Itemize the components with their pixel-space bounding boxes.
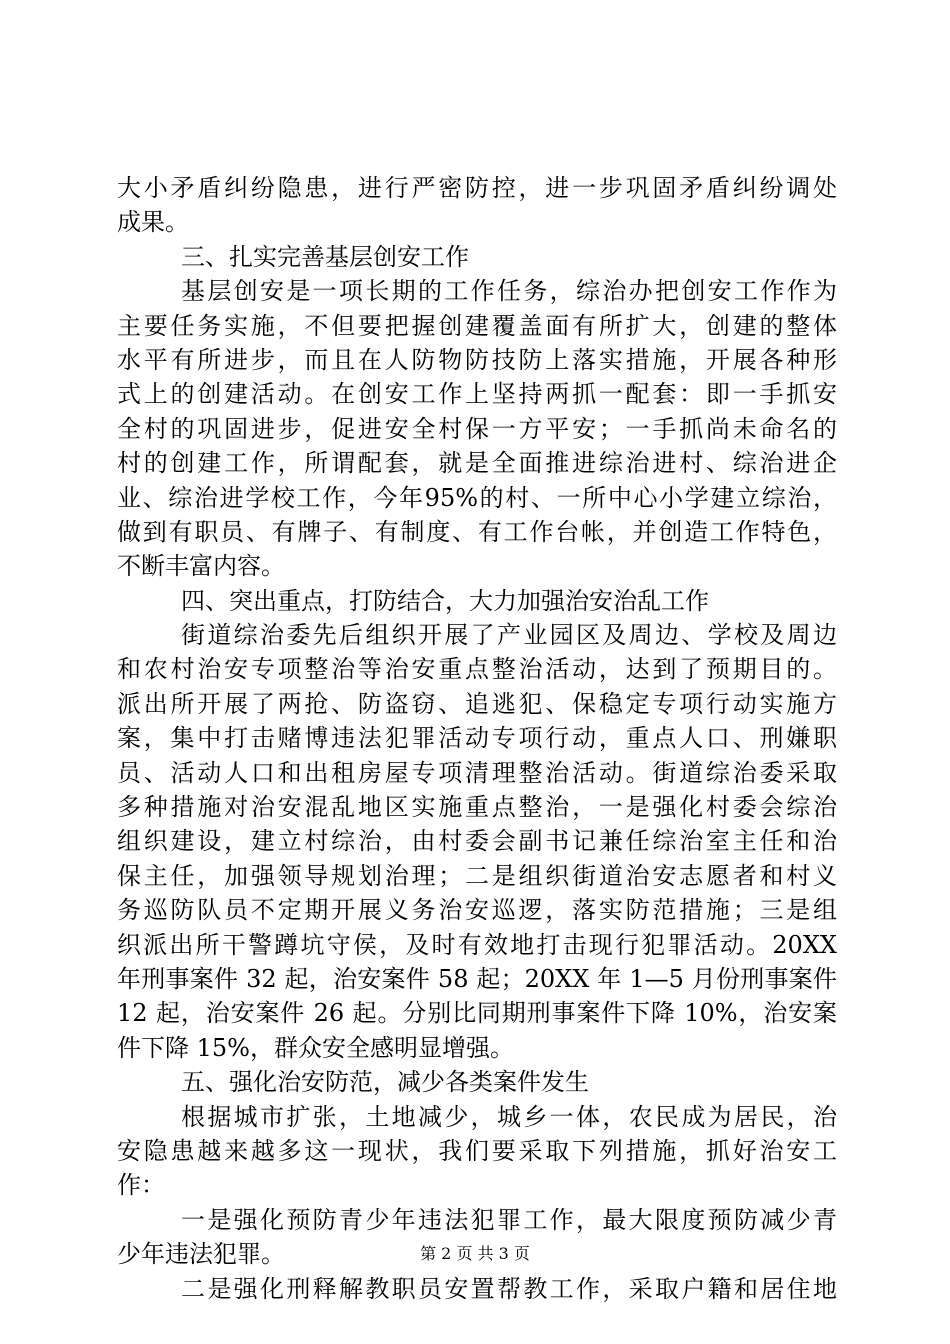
text-line: 派出所开展了两抢、防盗窃、追逃犯、保稳定专项行动实施方 xyxy=(117,689,837,718)
text-line: 根据城市扩张，土地减少，城乡一体，农民成为居民，治 xyxy=(181,1102,837,1131)
text-line: 三、扎实完善基层创安工作 xyxy=(181,242,469,271)
text-line: 式上的创建活动。在创安工作上坚持两抓一配套：即一手抓安 xyxy=(117,380,837,409)
text-line: 二是强化刑释解教职员安置帮教工作，采取户籍和居住地 xyxy=(181,1274,837,1303)
text-line: 务巡防队员不定期开展义务治安巡逻，落实防范措施；三是组 xyxy=(117,896,837,925)
text-line: 四、突出重点，打防结合，大力加强治安治乱工作 xyxy=(181,586,709,615)
text-line: 保主任，加强领导规划治理；二是组织街道治安志愿者和村义 xyxy=(117,861,837,890)
text-line: 成果。 xyxy=(117,208,189,237)
text-line: 做到有职员、有牌子、有制度、有工作台帐，并创造工作特色， xyxy=(117,517,837,546)
text-line: 基层创安是一项长期的工作任务，综治办把创安工作作为 xyxy=(181,277,837,306)
text-line: 主要任务实施，不但要把握创建覆盖面有所扩大，创建的整体 xyxy=(117,311,837,340)
text-line: 街道综治委先后组织开展了产业园区及周边、学校及周边 xyxy=(181,621,837,650)
text-line: 案，集中打击赌博违法犯罪活动专项行动，重点人口、刑嫌职 xyxy=(117,724,837,753)
text-line: 作： xyxy=(117,1171,165,1200)
text-line: 大小矛盾纠纷隐患，进行严密防控，进一步巩固矛盾纠纷调处 xyxy=(117,174,837,202)
text-line: 少年违法犯罪。 xyxy=(117,1240,285,1269)
text-line: 五、强化治安防范，减少各类案件发生 xyxy=(181,1068,589,1097)
text-line: 业、综治进学校工作，今年95%的村、一所中心小学建立综治， xyxy=(117,483,837,512)
text-line: 件下降 15%，群众安全感明显增强。 xyxy=(117,1033,514,1062)
text-line: 一是强化预防青少年违法犯罪工作，最大限度预防减少青 xyxy=(181,1205,837,1234)
document-body xyxy=(117,171,837,1306)
text-line: 安隐患越来越多这一现状，我们要采取下列措施，抓好治安工 xyxy=(117,1136,837,1165)
text-line: 多种措施对治安混乱地区实施重点整治，一是强化村委会综治 xyxy=(117,793,837,822)
text-line: 12 起，治安案件 26 起。分别比同期刑事案件下降 10%，治安案 xyxy=(117,999,837,1028)
text-line: 员、活动人口和出租房屋专项清理整治活动。街道综治委采取 xyxy=(117,758,837,787)
text-line: 织派出所干警蹲坑守侯，及时有效地打击现行犯罪活动。20XX xyxy=(117,930,837,959)
page-footer: 第 2 页 共 3 页 xyxy=(420,1244,530,1263)
text-line: 不断丰富内容。 xyxy=(117,552,285,581)
text-line: 组织建设，建立村综治，由村委会副书记兼任综治室主任和治 xyxy=(117,827,837,856)
text-line: 年刑事案件 32 起，治安案件 58 起；20XX 年 1—5 月份刑事案件 xyxy=(117,964,837,993)
text-line: 和农村治安专项整治等治安重点整治活动，达到了预期目的。 xyxy=(117,655,837,684)
text-line: 水平有所进步，而且在人防物防技防上落实措施，开展各种形 xyxy=(117,345,837,374)
text-line: 村的创建工作，所谓配套，就是全面推进综治进村、综治进企 xyxy=(117,449,837,478)
text-line: 全村的巩固进步，促进安全村保一方平安；一手抓尚未命名的 xyxy=(117,414,837,443)
